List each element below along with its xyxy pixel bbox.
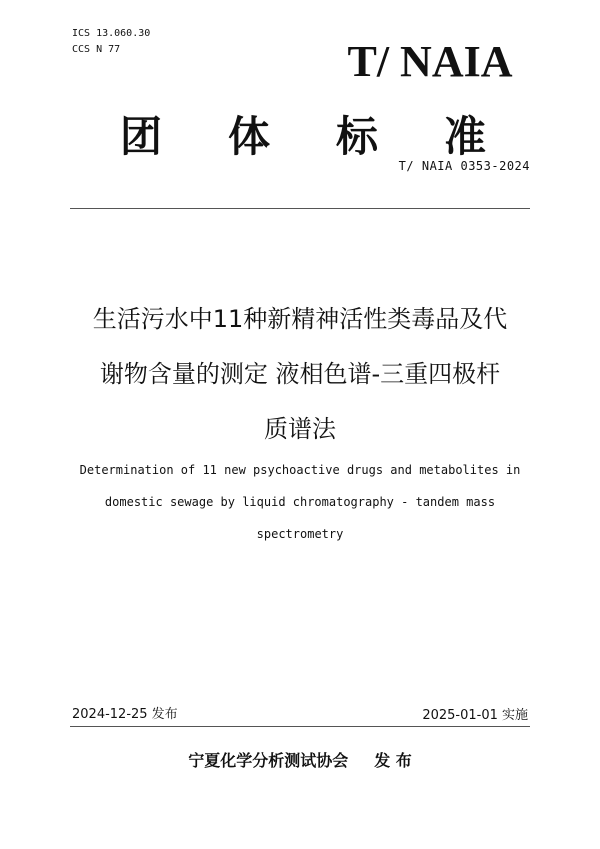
top-divider [70, 208, 530, 209]
standard-type-char: 准 [443, 112, 486, 161]
ics-code: ICS 13.060.30 [72, 28, 151, 39]
chinese-title [60, 292, 540, 457]
english-title-line: domestic sewage by liquid chromatography - tandem mass [104, 495, 496, 509]
chinese-title-line: 生活污水中11种新精神活性类毒品及代 [92, 305, 508, 333]
ccs-code: CCS N 77 [72, 44, 121, 55]
bottom-divider [70, 726, 530, 727]
standard-type-char: 体 [227, 112, 270, 161]
english-title-line: Determination of 11 new psychoactive drugs and metabolites in [79, 463, 521, 477]
publisher-line [0, 748, 600, 771]
publish-label: 发 布 [374, 751, 412, 770]
standard-type-char: 标 [335, 112, 378, 161]
english-title [60, 454, 540, 550]
standard-brand: T/ NAIA [347, 37, 513, 86]
chinese-title-line: 质谱法 [264, 415, 336, 443]
standard-number: T/ NAIA 0353-2024 [398, 159, 530, 173]
implementation-date: 2025-01-01 实施 [422, 708, 528, 723]
issue-date: 2024-12-25 发布 [72, 707, 178, 722]
standard-type-char: 团 [120, 112, 163, 161]
publisher-name: 宁夏化学分析测试协会 [188, 751, 349, 770]
english-title-line: spectrometry [256, 527, 344, 541]
standard-type-title [120, 104, 486, 164]
chinese-title-line: 谢物含量的测定 液相色谱-三重四极杆 [99, 360, 501, 388]
